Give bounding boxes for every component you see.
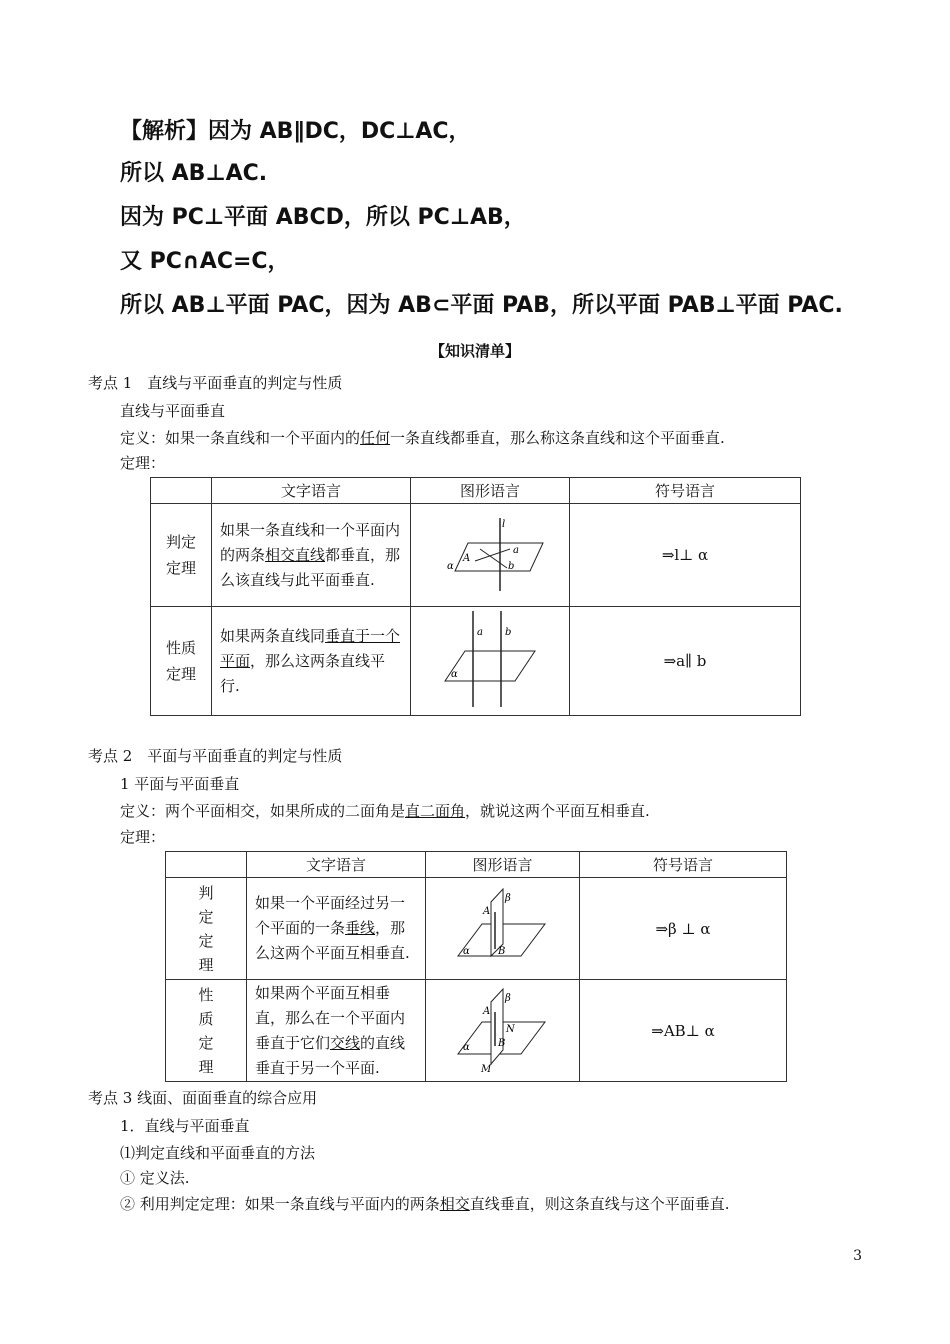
page-number: 3	[853, 1248, 862, 1264]
k1-table	[150, 477, 801, 716]
svg-text:A: A	[482, 906, 490, 917]
svg-text:α: α	[451, 669, 458, 680]
k3-line-2: ⑴判定直线和平面垂直的方法	[120, 1144, 316, 1162]
svg-text:β: β	[504, 893, 511, 904]
k1-theorem-label: 定理：	[120, 454, 166, 472]
k2-r1-figure	[426, 878, 580, 980]
k1-definition: 定义：如果一条直线和一个平面内的任何一条直线都垂直，那么称这条直线和这个平面垂直.	[120, 429, 725, 447]
k1-header-figure: 图形语言	[411, 478, 570, 504]
svg-text:α: α	[447, 561, 454, 572]
svg-text:b: b	[508, 561, 515, 572]
k1-r2-label: 性质 定理	[151, 607, 212, 716]
svg-text:B: B	[497, 1037, 505, 1049]
k3-line-1: 1．直线与平面垂直	[120, 1117, 250, 1135]
k1-subtitle: 直线与平面垂直	[120, 402, 226, 420]
section-title: 【知识清单】	[429, 342, 520, 360]
k2-r2-symbol: ⇒AB⊥ α	[580, 980, 787, 1082]
k2-definition: 定义：两个平面相交，如果所成的二面角是直二面角，就说这两个平面互相垂直.	[120, 802, 650, 820]
k2-r2-label: 性 质 定 理	[166, 980, 247, 1082]
k2-title: 考点 2 平面与平面垂直的判定与性质	[88, 747, 343, 765]
k2-header-figure: 图形语言	[426, 852, 580, 878]
svg-text:a: a	[513, 545, 519, 556]
svg-text:β: β	[504, 992, 511, 1004]
plane-plane-perp-figure	[453, 884, 553, 969]
parallel-lines-figure	[435, 609, 545, 709]
k2-subtitle: 1 平面与平面垂直	[120, 775, 240, 793]
svg-text:B: B	[497, 946, 505, 957]
k1-r2-text: 如果两条直线同垂直于一个平面，那么这两条直线平行.	[212, 607, 411, 716]
svg-text:N: N	[505, 1023, 515, 1035]
k1-r2-symbol: ⇒a∥ b	[570, 607, 801, 716]
k2-r1-symbol: ⇒β ⊥ α	[580, 878, 787, 980]
plane-plane-property-figure	[453, 984, 553, 1074]
analysis-line-4: 又 PC∩AC=C，	[120, 249, 290, 274]
k2-header-text: 文字语言	[247, 852, 426, 878]
k1-r1-symbol: ⇒l⊥ α	[570, 504, 801, 607]
k2-r2-text: 如果两个平面互相垂直，那么在一个平面内垂直于它们交线的直线垂直于另一个平面.	[247, 980, 426, 1082]
svg-text:M: M	[480, 1063, 491, 1074]
k1-r1-figure	[411, 504, 570, 607]
svg-text:b: b	[505, 627, 512, 638]
k2-r1-label: 判 定 定 理	[166, 878, 247, 980]
k1-r1-label: 判定 定理	[151, 504, 212, 607]
svg-text:α: α	[462, 1041, 470, 1053]
k3-title: 考点 3 线面、面面垂直的综合应用	[88, 1089, 318, 1107]
k1-title: 考点 1 直线与平面垂直的判定与性质	[88, 374, 343, 392]
svg-text:A: A	[482, 1005, 490, 1017]
k2-r1-text: 如果一个平面经过另一个平面的一条垂线，那么这两个平面互相垂直.	[247, 878, 426, 980]
k1-header-text: 文字语言	[212, 478, 411, 504]
analysis-line-5: 所以 AB⊥平面 PAC，因为 AB⊂平面 PAB，所以平面 PAB⊥平面 PAC.	[120, 293, 843, 318]
svg-text:A: A	[463, 553, 471, 564]
svg-text:l: l	[502, 519, 506, 530]
analysis-line-3: 因为 PC⊥平面 ABCD，所以 PC⊥AB，	[120, 205, 526, 230]
svg-text:α: α	[462, 946, 470, 957]
k3-line-3: ① 定义法.	[120, 1169, 190, 1187]
k2-table	[165, 851, 787, 1082]
line-plane-perp-figure	[435, 513, 545, 593]
k1-r2-figure	[411, 607, 570, 716]
analysis-line-2: 所以 AB⊥AC.	[120, 161, 268, 186]
k1-header-symbol: 符号语言	[570, 478, 801, 504]
k2-header-symbol: 符号语言	[580, 852, 787, 878]
k2-r2-figure	[426, 980, 580, 1082]
k2-theorem-label: 定理：	[120, 828, 166, 846]
k3-line-4: ② 利用判定定理：如果一条直线与平面内的两条相交直线垂直，则这条直线与这个平面垂直.	[120, 1195, 730, 1213]
svg-text:a: a	[477, 627, 483, 638]
analysis-line-1: 【解析】因为 AB∥DC，DC⊥AC，	[120, 119, 471, 144]
k1-r1-text: 如果一条直线和一个平面内的两条相交直线都垂直，那么该直线与此平面垂直.	[212, 504, 411, 607]
